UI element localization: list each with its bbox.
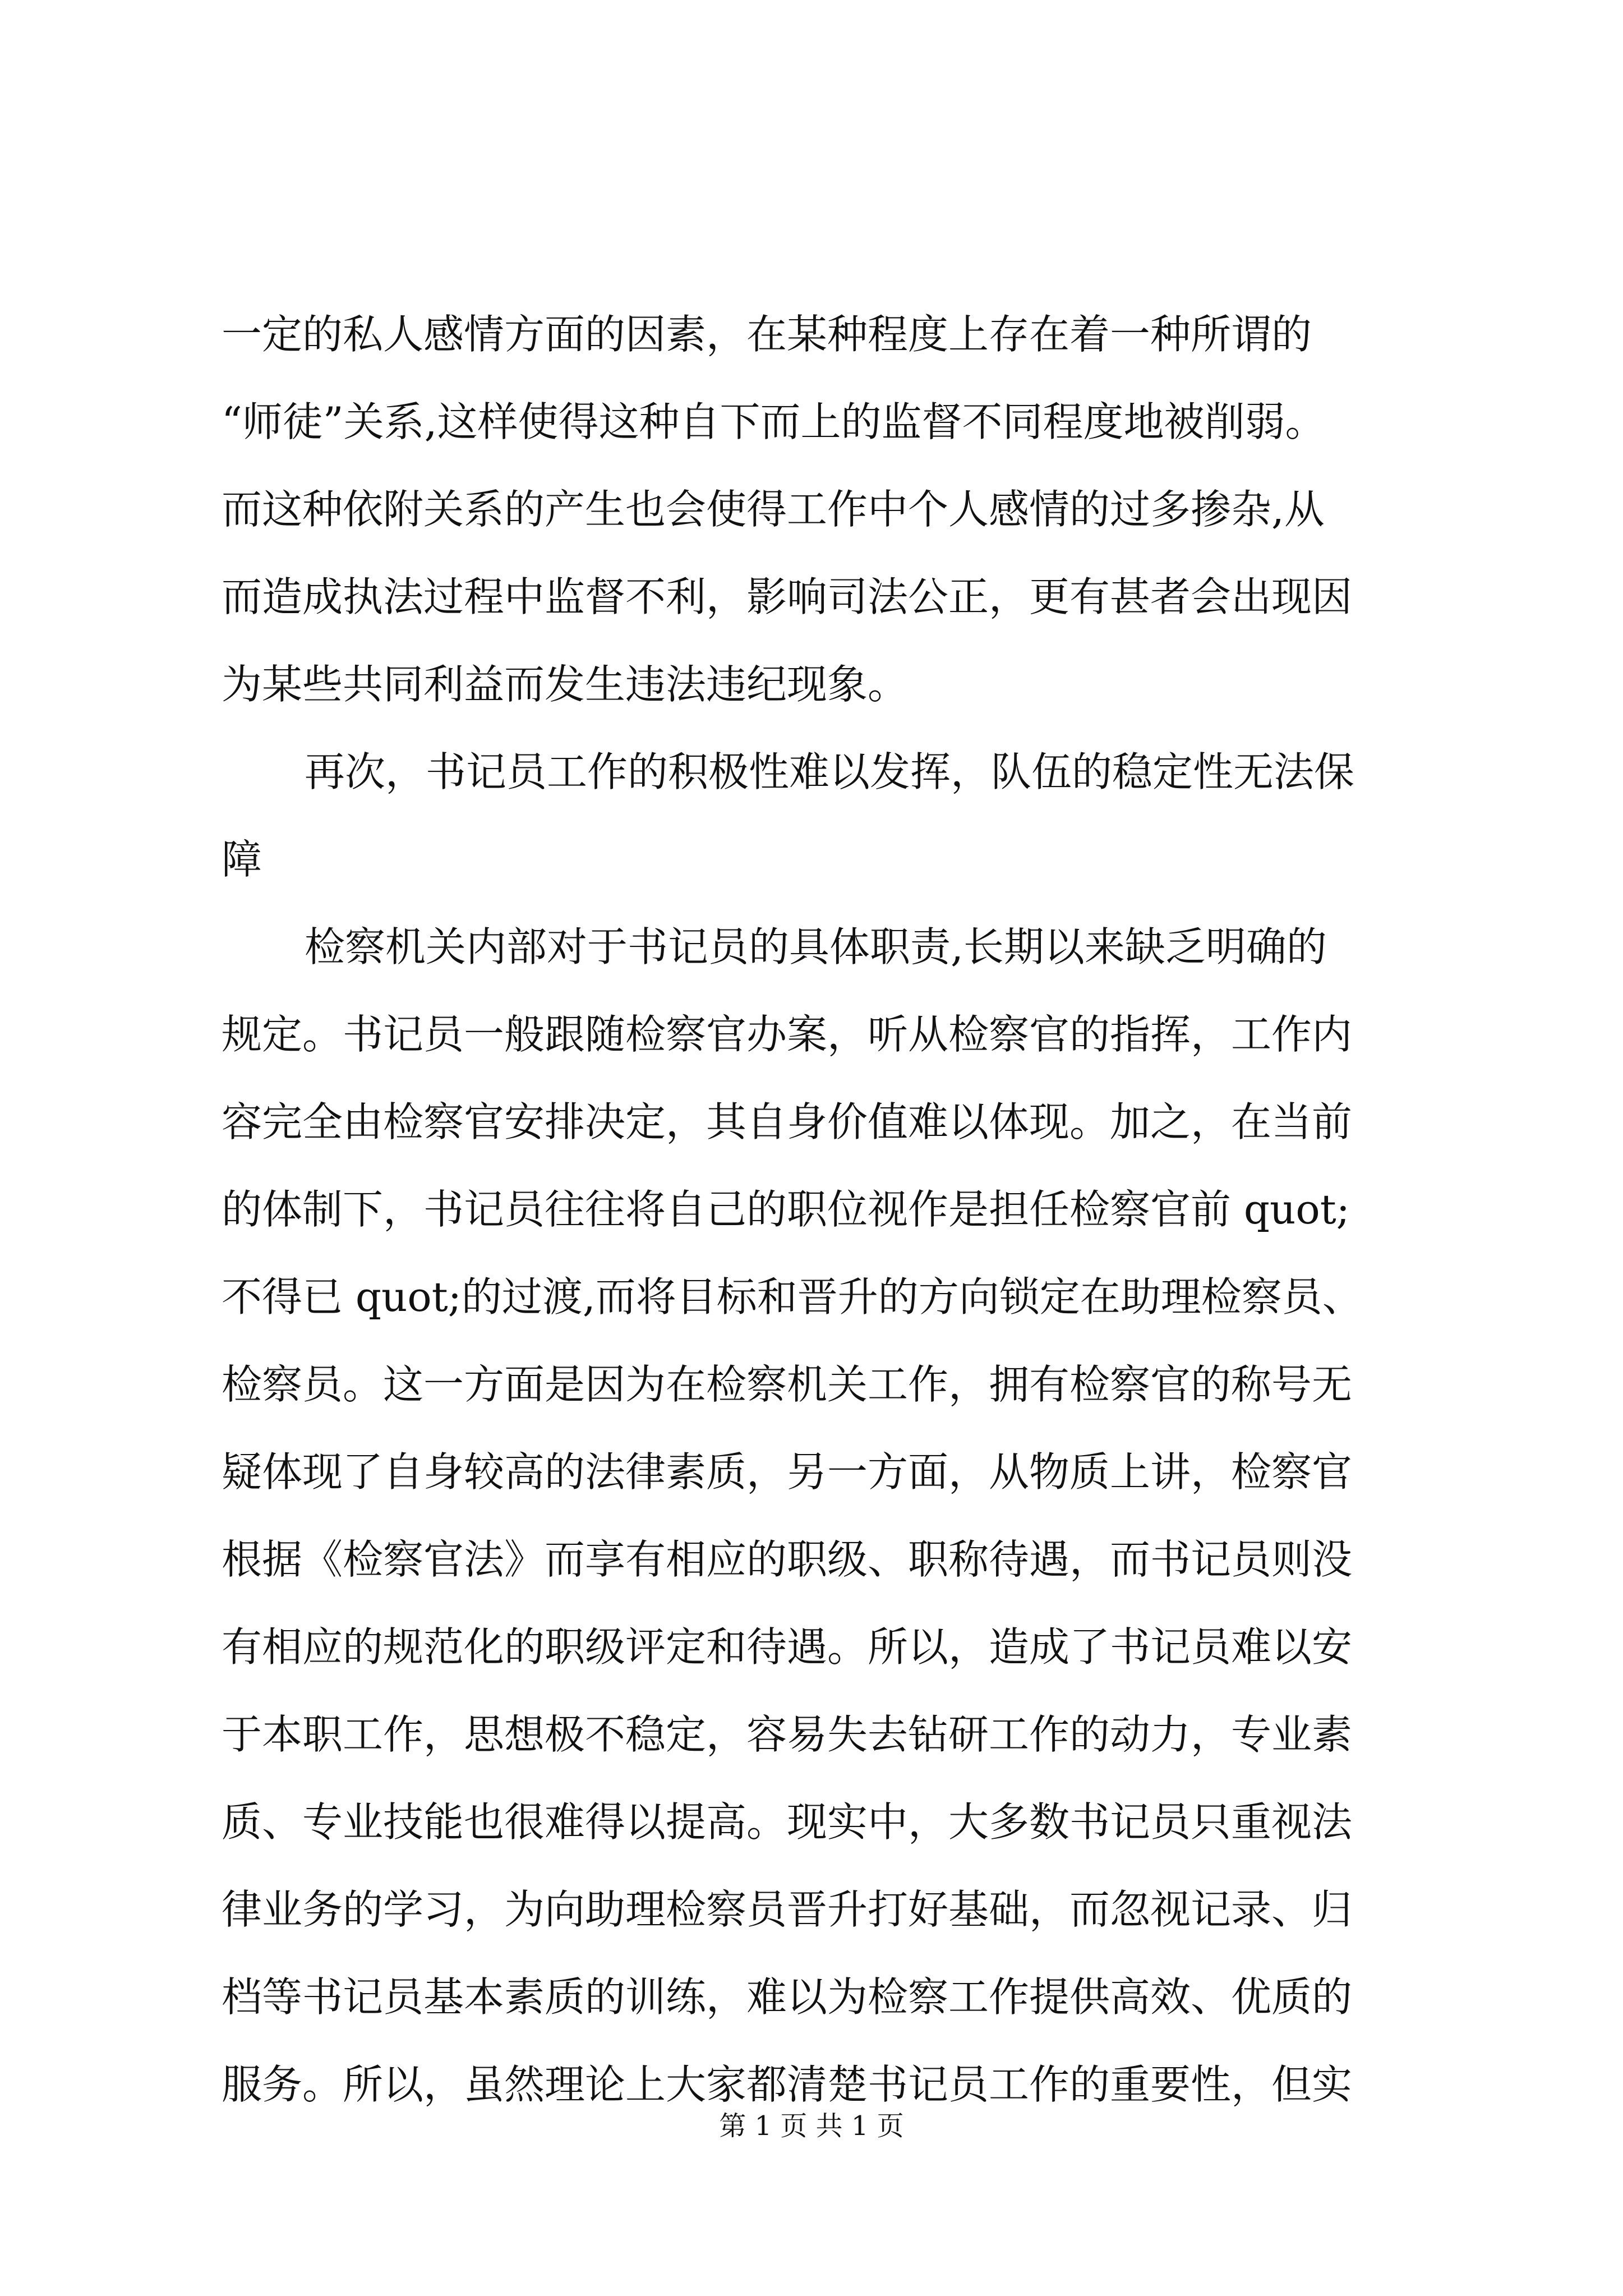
text-line: 的体制下，书记员往往将自己的职位视作是担任检察官前 quot; <box>222 1186 1350 1233</box>
page-number: 第 1 页 共 1 页 <box>719 2110 904 2142</box>
text-line: 为某些共同利益而发生违法违纪现象。 <box>222 661 909 708</box>
text-line: 质、专业技能也很难得以提高。现实中，大多数书记员只重视法 <box>222 1798 1353 1846</box>
text-line: 于本职工作，思想极不稳定，容易失去钻研工作的动力，专业素 <box>222 1711 1353 1758</box>
text-line: 一定的私人感情方面的因素，在某种程度上存在着一种所谓的 <box>222 311 1312 358</box>
text-line: 容完全由检察官安排决定，其自身价值难以体现。加之，在当前 <box>222 1098 1353 1145</box>
text-line: 服务。所以，虽然理论上大家都清楚书记员工作的重要性，但实 <box>222 2061 1353 2108</box>
text-line: 根据《检察官法》而享有相应的职级、职称待遇，而书记员则没 <box>222 1536 1353 1583</box>
paragraph-start-line: 检察机关内部对于书记员的具体职责,长期以来缺乏明确的 <box>305 923 1327 970</box>
text-line: 规定。书记员一般跟随检察官办案，听从检察官的指挥，工作内 <box>222 1011 1353 1058</box>
section-heading-line: 再次，书记员工作的积极性难以发挥，队伍的稳定性无法保 <box>305 748 1355 795</box>
text-line: 疑体现了自身较高的法律素质，另一方面，从物质上讲，检察官 <box>222 1448 1353 1496</box>
section-heading-line: 障 <box>222 836 262 883</box>
page-footer <box>0 2109 1623 2143</box>
text-line: “师徒”关系,这样使得这种自下而上的监督不同程度地被削弱。 <box>222 398 1326 445</box>
body-text <box>222 291 1422 2128</box>
text-line: 而造成执法过程中监督不利，影响司法公正，更有甚者会出现因 <box>222 573 1353 620</box>
text-line: 不得已 quot;的过渡,而将目标和晋升的方向锁定在助理检察员、 <box>222 1273 1363 1320</box>
text-line: 而这种依附关系的产生也会使得工作中个人感情的过多掺杂,从 <box>222 486 1325 533</box>
text-line: 有相应的规范化的职级评定和待遇。所以，造成了书记员难以安 <box>222 1623 1353 1671</box>
text-line: 档等书记员基本素质的训练，难以为检察工作提供高效、优质的 <box>222 1973 1353 2021</box>
text-line: 律业务的学习，为向助理检察员晋升打好基础，而忽视记录、归 <box>222 1886 1353 1933</box>
text-line: 检察员。这一方面是因为在检察机关工作，拥有检察官的称号无 <box>222 1361 1353 1408</box>
